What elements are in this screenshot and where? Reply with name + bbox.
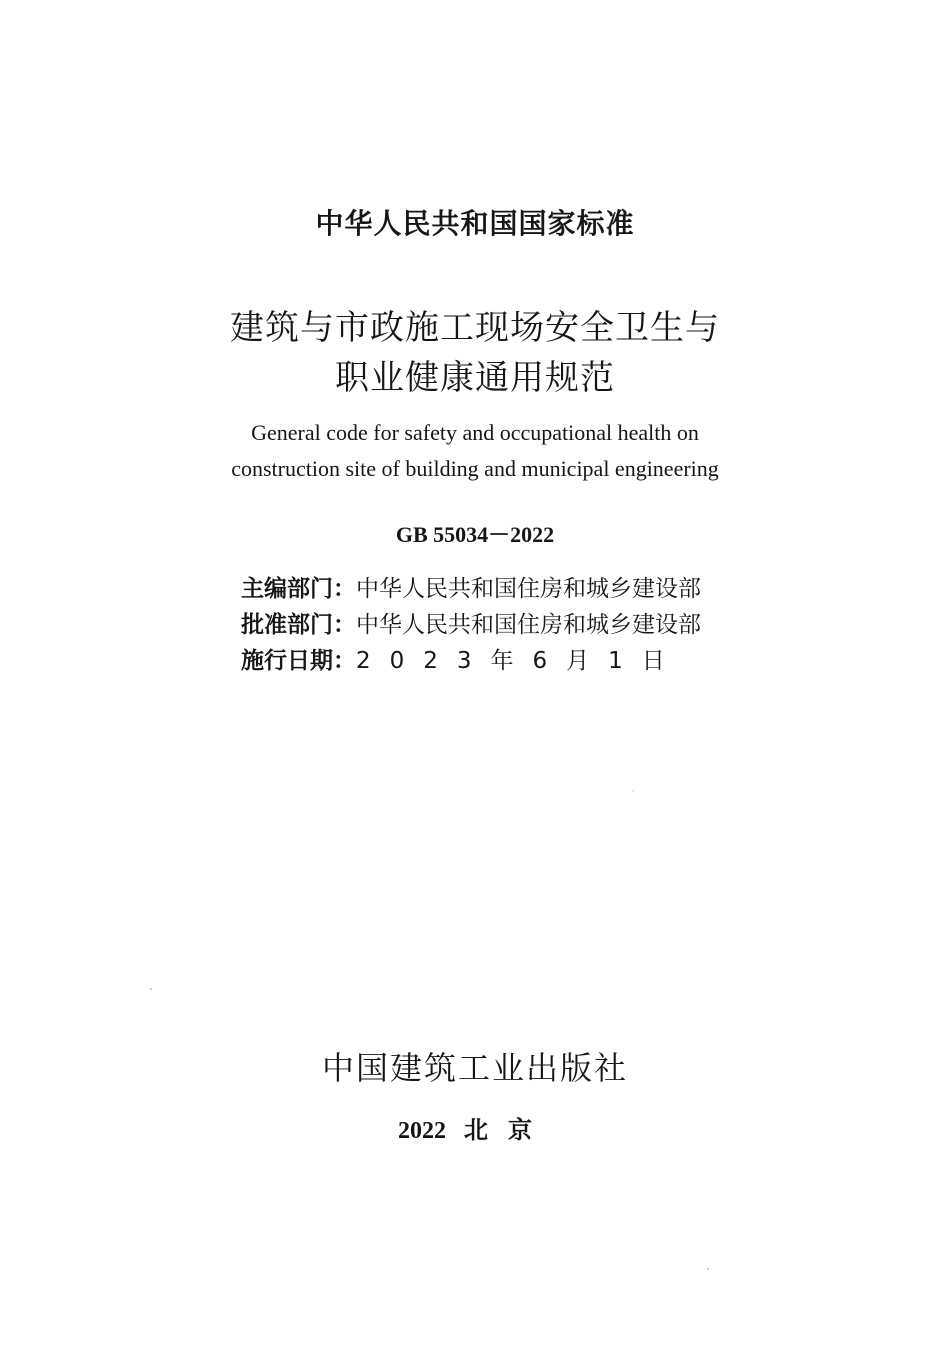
publication-year: 2022 [398,1118,446,1144]
approver-department-value: 中华人民共和国住房和城乡建设部 [356,612,701,638]
publisher-name: 中国建筑工业出版社 [321,1049,628,1087]
editor-department-row [241,570,741,603]
effective-date-label: 施行日期： [241,648,356,674]
chinese-title-line-1: 建筑与市政施工现场安全卫生与 [230,308,720,348]
effective-date-value: 2023年6月1日 [356,648,684,674]
scan-speck [150,988,152,990]
scan-speck [707,1268,709,1270]
english-title-line-1: General code for safety and occupational health on [251,420,699,445]
effective-date-row [241,642,741,675]
chinese-title-line-2: 职业健康通用规范 [335,358,615,398]
publication-place-year [0,1110,950,1145]
scan-speck [632,790,634,792]
standard-series-heading: 中华人民共和国国家标准 [315,207,635,240]
standard-code: GB 55034－2022 [395,522,555,547]
approver-department-label: 批准部门： [241,612,356,638]
approver-department-row [241,606,741,639]
editor-department-label: 主编部门： [241,576,356,602]
editor-department-value: 中华人民共和国住房和城乡建设部 [356,576,701,602]
publication-city: 北京 [464,1116,552,1144]
english-title-line-2: construction site of building and municipal engineering [231,456,719,481]
